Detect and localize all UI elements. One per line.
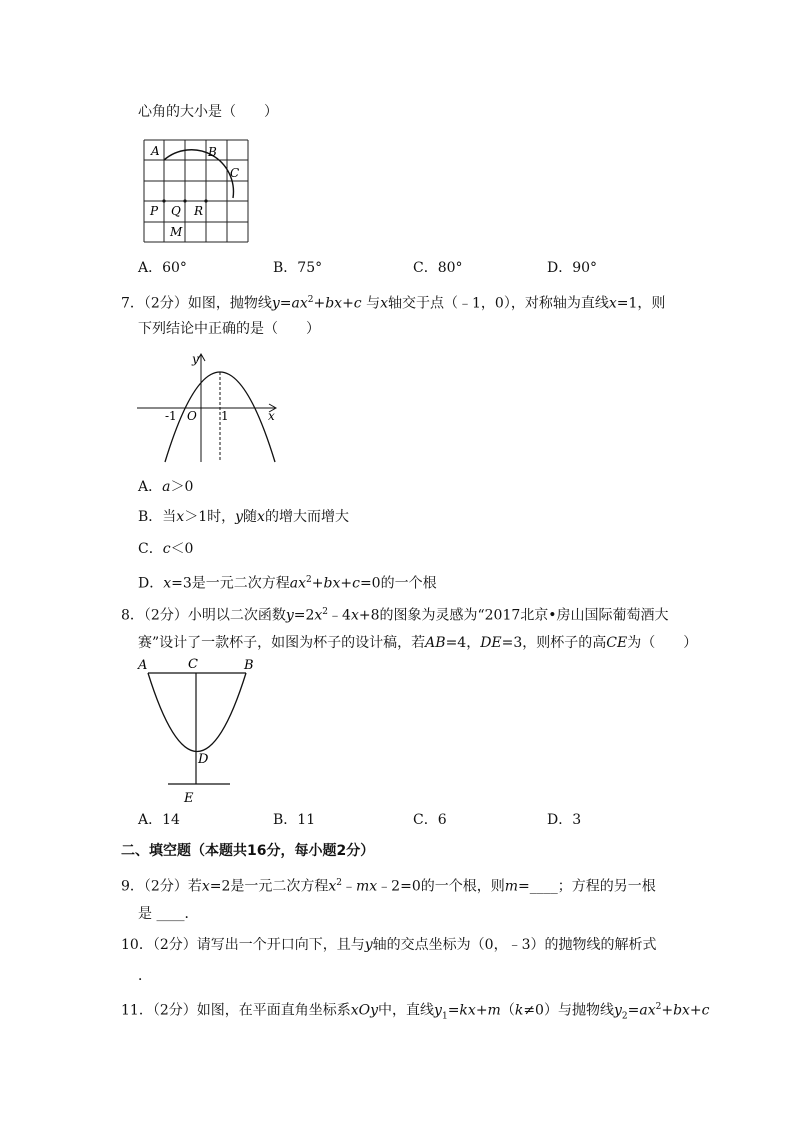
q7-option-a: A．a＞0 (138, 479, 194, 495)
label-q: Q (171, 204, 181, 218)
label-b: B (244, 658, 254, 673)
q6-option-c: C．80° (413, 260, 463, 276)
q6-option-b: B．75° (273, 260, 323, 276)
q10-line1: 10．（2分）请写出一个开口向下，且与y轴的交点坐标为（0，﹣3）的抛物线的解析式 (121, 937, 657, 953)
label-b: B (208, 145, 217, 159)
one-label: 1 (221, 409, 229, 423)
q6-stem-tail: 心角的大小是（ ） (138, 104, 278, 120)
label-e: E (184, 791, 194, 806)
q8-option-d: D．3 (547, 812, 582, 828)
q8-option-c: C．6 (413, 812, 447, 828)
label-d: D (198, 752, 209, 767)
q6-grid-figure (140, 138, 252, 246)
q9-line1: 9．（2分）若x=2是一元二次方程$x^2﹣mx﹣2=0$的一个根，则m=____；方程的另一根 (121, 878, 656, 895)
q7-option-b: B．当x＞1时，y随x的增大而增大 (138, 509, 349, 525)
q9-line2: 是 ____． (138, 906, 199, 922)
section2-title: 二、填空题（本题共16分，每小题2分） (121, 843, 375, 859)
q11-line1: 11．（2分）如图，在平面直角坐标系xOy中，直线$y_1=kx+m(k\ne 0)$与抛物线$y_2=ax^2+bx+c$ (121, 1002, 710, 1022)
label-r: R (194, 204, 204, 218)
label-a: A (138, 658, 148, 673)
origin-label: O (187, 409, 197, 423)
x-label: x (268, 409, 275, 423)
cup-parabola (148, 673, 246, 752)
q7-line1: 7．（2分）如图，抛物线$y=ax^2+bx+c$ 与x轴交于点（﹣1，0），对称轴为直线x=1，则 (121, 295, 666, 312)
q8-cup-figure (136, 654, 266, 806)
neg1-label: -1 (165, 409, 177, 423)
label-m: M (170, 225, 183, 239)
y-label: y (192, 352, 199, 366)
arc (164, 150, 233, 198)
label-a: A (151, 144, 160, 158)
label-c: C (188, 657, 198, 672)
q7-line2: 下列结论中正确的是（ ） (138, 321, 320, 337)
q8-line1: 8．（2分）小明以二次函数$y=2x^2﹣4x+8$的图象为灵感为“2017北京•房山国际葡萄酒大 (121, 607, 669, 624)
q7-parabola-graph (135, 350, 285, 465)
label-p: P (150, 204, 159, 218)
q8-option-a: A．14 (138, 812, 180, 828)
q8-option-b: B．11 (273, 812, 316, 828)
point-q (183, 199, 186, 202)
q10-line2: ． (138, 968, 152, 984)
q8-line2: 赛”设计了一款杯子，如图为杯子的设计稿，若AB=4，DE=3，则杯子的高CE为（ ） (138, 635, 698, 651)
point-r (204, 199, 207, 202)
q6-option-d: D．90° (547, 260, 598, 276)
q7-option-c: C．c＜0 (138, 541, 194, 557)
label-c: C (230, 166, 240, 180)
q6-option-a: A．60° (138, 260, 187, 276)
point-p (162, 199, 165, 202)
q7-option-d: D．x=3是一元二次方程$ax^2+bx+c=0$的一个根 (138, 575, 437, 592)
